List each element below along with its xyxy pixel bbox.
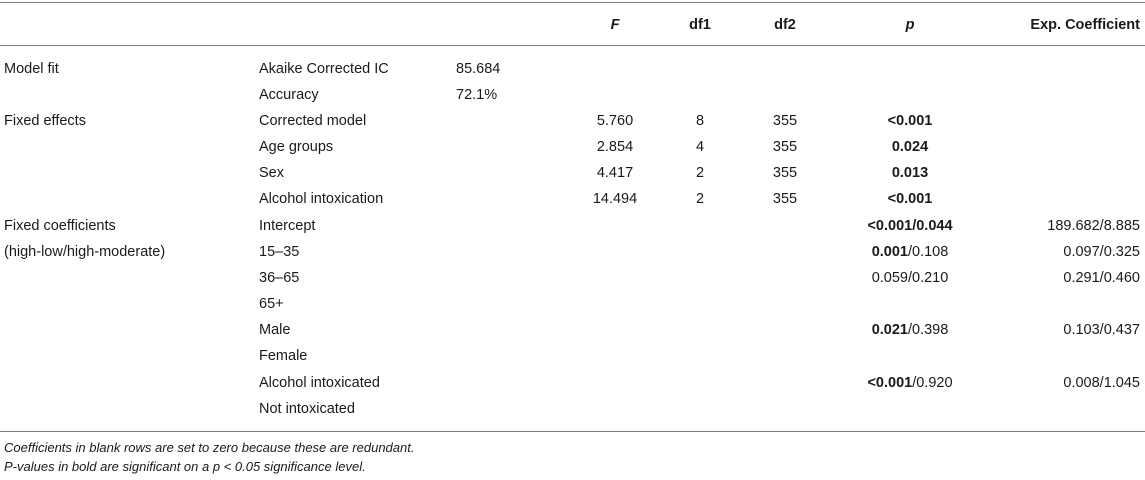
- row-p-other: 0.059/0.210: [871, 270, 949, 286]
- row-fit-value: 85.684: [456, 61, 501, 77]
- row-term: Alcohol intoxication: [259, 191, 384, 207]
- row-p-value: [830, 265, 990, 291]
- table-note-1: Coefficients in blank rows are set to zero because these are redundant.: [4, 440, 415, 455]
- row-F: 2.854: [596, 139, 634, 155]
- row-term: Age groups: [259, 139, 334, 155]
- row-p-other: /0.108: [907, 244, 949, 260]
- row-term: Sex: [259, 165, 284, 181]
- table-row: [0, 186, 1145, 212]
- table-row: [0, 343, 1145, 369]
- header-rule: [0, 45, 1145, 46]
- row-term: Intercept: [259, 218, 316, 234]
- row-term: 65+: [259, 296, 284, 312]
- row-p-value: [830, 213, 990, 239]
- row-p-value: [830, 160, 990, 186]
- row-group-label: Model fit: [4, 61, 59, 77]
- row-p-significant: <0.001: [867, 375, 913, 391]
- row-df2: 355: [772, 191, 798, 207]
- top-rule: [0, 2, 1145, 3]
- table-row: [0, 108, 1145, 134]
- table-row: [0, 239, 1145, 265]
- row-df2: 355: [772, 165, 798, 181]
- row-p-value: [830, 317, 990, 343]
- row-p-significant: <0.001: [887, 113, 933, 129]
- row-term: Corrected model: [259, 113, 367, 129]
- header-df2: df2: [774, 17, 796, 33]
- header-exp-coefficient: Exp. Coefficient: [1030, 17, 1140, 33]
- row-p-significant: 0.001: [871, 244, 908, 260]
- table-row: [0, 160, 1145, 186]
- table-row: [0, 396, 1145, 422]
- row-term: Alcohol intoxicated: [259, 375, 380, 391]
- header-df1: df1: [689, 17, 711, 33]
- row-term: Not intoxicated: [259, 401, 355, 417]
- row-df1: 2: [695, 191, 705, 207]
- row-p-other: /0.920: [912, 375, 953, 391]
- table-row: [0, 370, 1145, 396]
- row-F: 14.494: [592, 191, 638, 207]
- row-term: Accuracy: [259, 87, 319, 103]
- row-p-other: /0.398: [907, 322, 949, 338]
- row-exp-coefficient: 0.008/1.045: [1063, 375, 1140, 391]
- row-df1: 8: [695, 113, 705, 129]
- row-df1: 2: [695, 165, 705, 181]
- table-row: [0, 213, 1145, 239]
- row-p-significant: 0.024: [891, 139, 929, 155]
- table-header-row: [0, 12, 1145, 38]
- row-F: 5.760: [596, 113, 634, 129]
- row-term: 36–65: [259, 270, 300, 286]
- row-term: 15–35: [259, 244, 300, 260]
- row-df2: 355: [772, 113, 798, 129]
- table-row: [0, 265, 1145, 291]
- row-p-value: [830, 239, 990, 265]
- row-p-value: [830, 186, 990, 212]
- row-fit-value: 72.1%: [456, 87, 498, 103]
- row-df2: 355: [772, 139, 798, 155]
- table-row: [0, 317, 1145, 343]
- table-row: [0, 56, 1145, 82]
- row-p-value: [830, 108, 990, 134]
- row-term: Male: [259, 322, 291, 338]
- row-exp-coefficient: 0.097/0.325: [1063, 244, 1140, 260]
- row-group-label: Fixed effects: [4, 113, 86, 129]
- table-row: [0, 134, 1145, 160]
- row-p-value: [830, 134, 990, 160]
- table-row: [0, 291, 1145, 317]
- header-F: F: [610, 17, 620, 33]
- row-term: Female: [259, 348, 308, 364]
- row-p-significant: <0.001/0.044: [867, 218, 953, 234]
- bottom-rule: [0, 431, 1145, 432]
- row-p-value: [830, 370, 990, 396]
- row-p-significant: 0.021: [871, 322, 908, 338]
- row-term: Akaike Corrected IC: [259, 61, 389, 77]
- header-p: p: [905, 17, 915, 33]
- row-group-label: Fixed coefficients: [4, 218, 116, 234]
- table-row: [0, 82, 1145, 108]
- row-F: 4.417: [596, 165, 634, 181]
- row-exp-coefficient: 0.103/0.437: [1063, 322, 1140, 338]
- row-group-label: (high-low/high-moderate): [4, 244, 166, 260]
- row-exp-coefficient: 0.291/0.460: [1063, 270, 1140, 286]
- row-p-significant: 0.013: [891, 165, 929, 181]
- table-note-2: P-values in bold are significant on a p < 0.05 significance level.: [4, 459, 366, 474]
- row-exp-coefficient: 189.682/8.885: [1047, 218, 1140, 234]
- row-df1: 4: [695, 139, 705, 155]
- row-p-significant: <0.001: [887, 191, 933, 207]
